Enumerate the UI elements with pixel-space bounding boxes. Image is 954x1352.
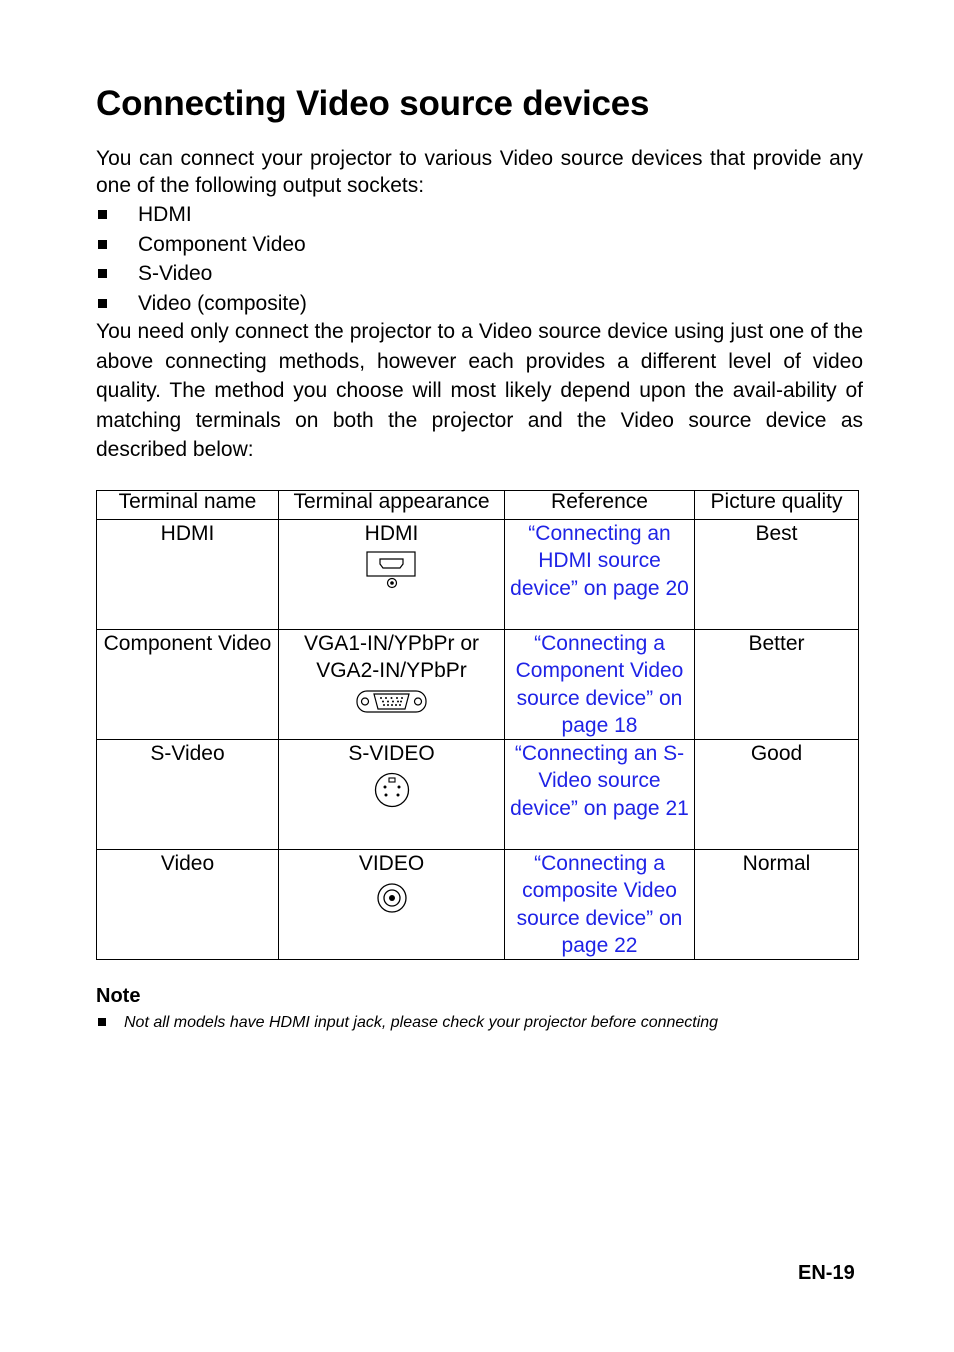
body-paragraph: You need only connect the projector to a Video source device using just one of the above connecting methods, however each provides a different level of video quality. The method you choose will most likely depend upon the avail-ability of matching terminals on both the projector and the Video source device as described below: — [96, 320, 863, 461]
terminal-name-cell: Video — [97, 850, 279, 960]
terminal-appearance-cell — [279, 740, 505, 850]
table-row — [97, 850, 859, 960]
table-row — [97, 520, 859, 630]
page-title: Connecting Video source devices — [96, 84, 650, 123]
picture-quality-cell: Better — [695, 630, 859, 740]
reference-link[interactable]: “Connecting an HDMI source device” on page 20 — [505, 520, 695, 630]
terminal-name-cell: Component Video — [97, 630, 279, 740]
square-bullet-icon — [98, 210, 107, 219]
note-text: Not all models have HDMI input jack, please check your projector before connecting — [124, 1014, 719, 1031]
list-item — [96, 259, 307, 289]
note-item — [96, 1014, 718, 1032]
terminal-table — [96, 490, 859, 960]
table-row — [97, 740, 859, 850]
square-bullet-icon — [98, 269, 107, 278]
intro-paragraph: You can connect your projector to various Video source devices that provide any one of the following output sockets: — [96, 147, 863, 197]
reference-link[interactable]: “Connecting an S-Video source device” on page 21 — [505, 740, 695, 850]
table-header-row — [97, 491, 859, 520]
list-item — [96, 230, 307, 260]
list-item-label: Component Video — [138, 232, 306, 256]
socket-list — [96, 200, 307, 318]
terminal-appearance-cell — [279, 850, 505, 960]
list-item — [96, 200, 307, 230]
terminal-appearance-cell — [279, 630, 505, 740]
hdmi-port-icon — [366, 551, 418, 591]
column-header-reference: Reference — [505, 491, 695, 520]
reference-link[interactable]: “Connecting a Component Video source device” on page 18 — [505, 630, 695, 740]
square-bullet-icon — [98, 299, 107, 308]
column-header-terminal-name: Terminal name — [97, 491, 279, 520]
terminal-appearance-label: VIDEO — [358, 852, 425, 876]
picture-quality-cell: Normal — [695, 850, 859, 960]
note-heading: Note — [96, 985, 141, 1007]
svideo-port-icon — [373, 771, 411, 809]
terminal-appearance-cell — [279, 520, 505, 630]
picture-quality-cell: Best — [695, 520, 859, 630]
rca-port-icon — [375, 881, 409, 915]
list-item-label: S-Video — [138, 262, 213, 285]
table-row — [97, 630, 859, 740]
terminal-appearance-label: VGA1-IN/YPbPr or VGA2-IN/YPbPr — [303, 632, 480, 683]
list-item — [96, 289, 307, 319]
terminal-name-cell: S-Video — [97, 740, 279, 850]
column-header-picture-quality: Picture quality — [695, 491, 859, 520]
column-header-terminal-appearance: Terminal appearance — [279, 491, 505, 520]
terminal-appearance-label: S-VIDEO — [348, 742, 435, 766]
page-number: EN-19 — [798, 1262, 855, 1284]
square-bullet-icon — [98, 1018, 106, 1026]
square-bullet-icon — [98, 240, 107, 249]
reference-link[interactable]: “Connecting a composite Video source device” on page 22 — [505, 850, 695, 960]
picture-quality-cell: Good — [695, 740, 859, 850]
list-item-label: Video (composite) — [138, 291, 307, 315]
list-item-label: HDMI — [138, 203, 192, 226]
terminal-appearance-label: HDMI — [364, 522, 419, 545]
vga-port-icon — [356, 689, 428, 715]
terminal-name-cell: HDMI — [97, 520, 279, 630]
